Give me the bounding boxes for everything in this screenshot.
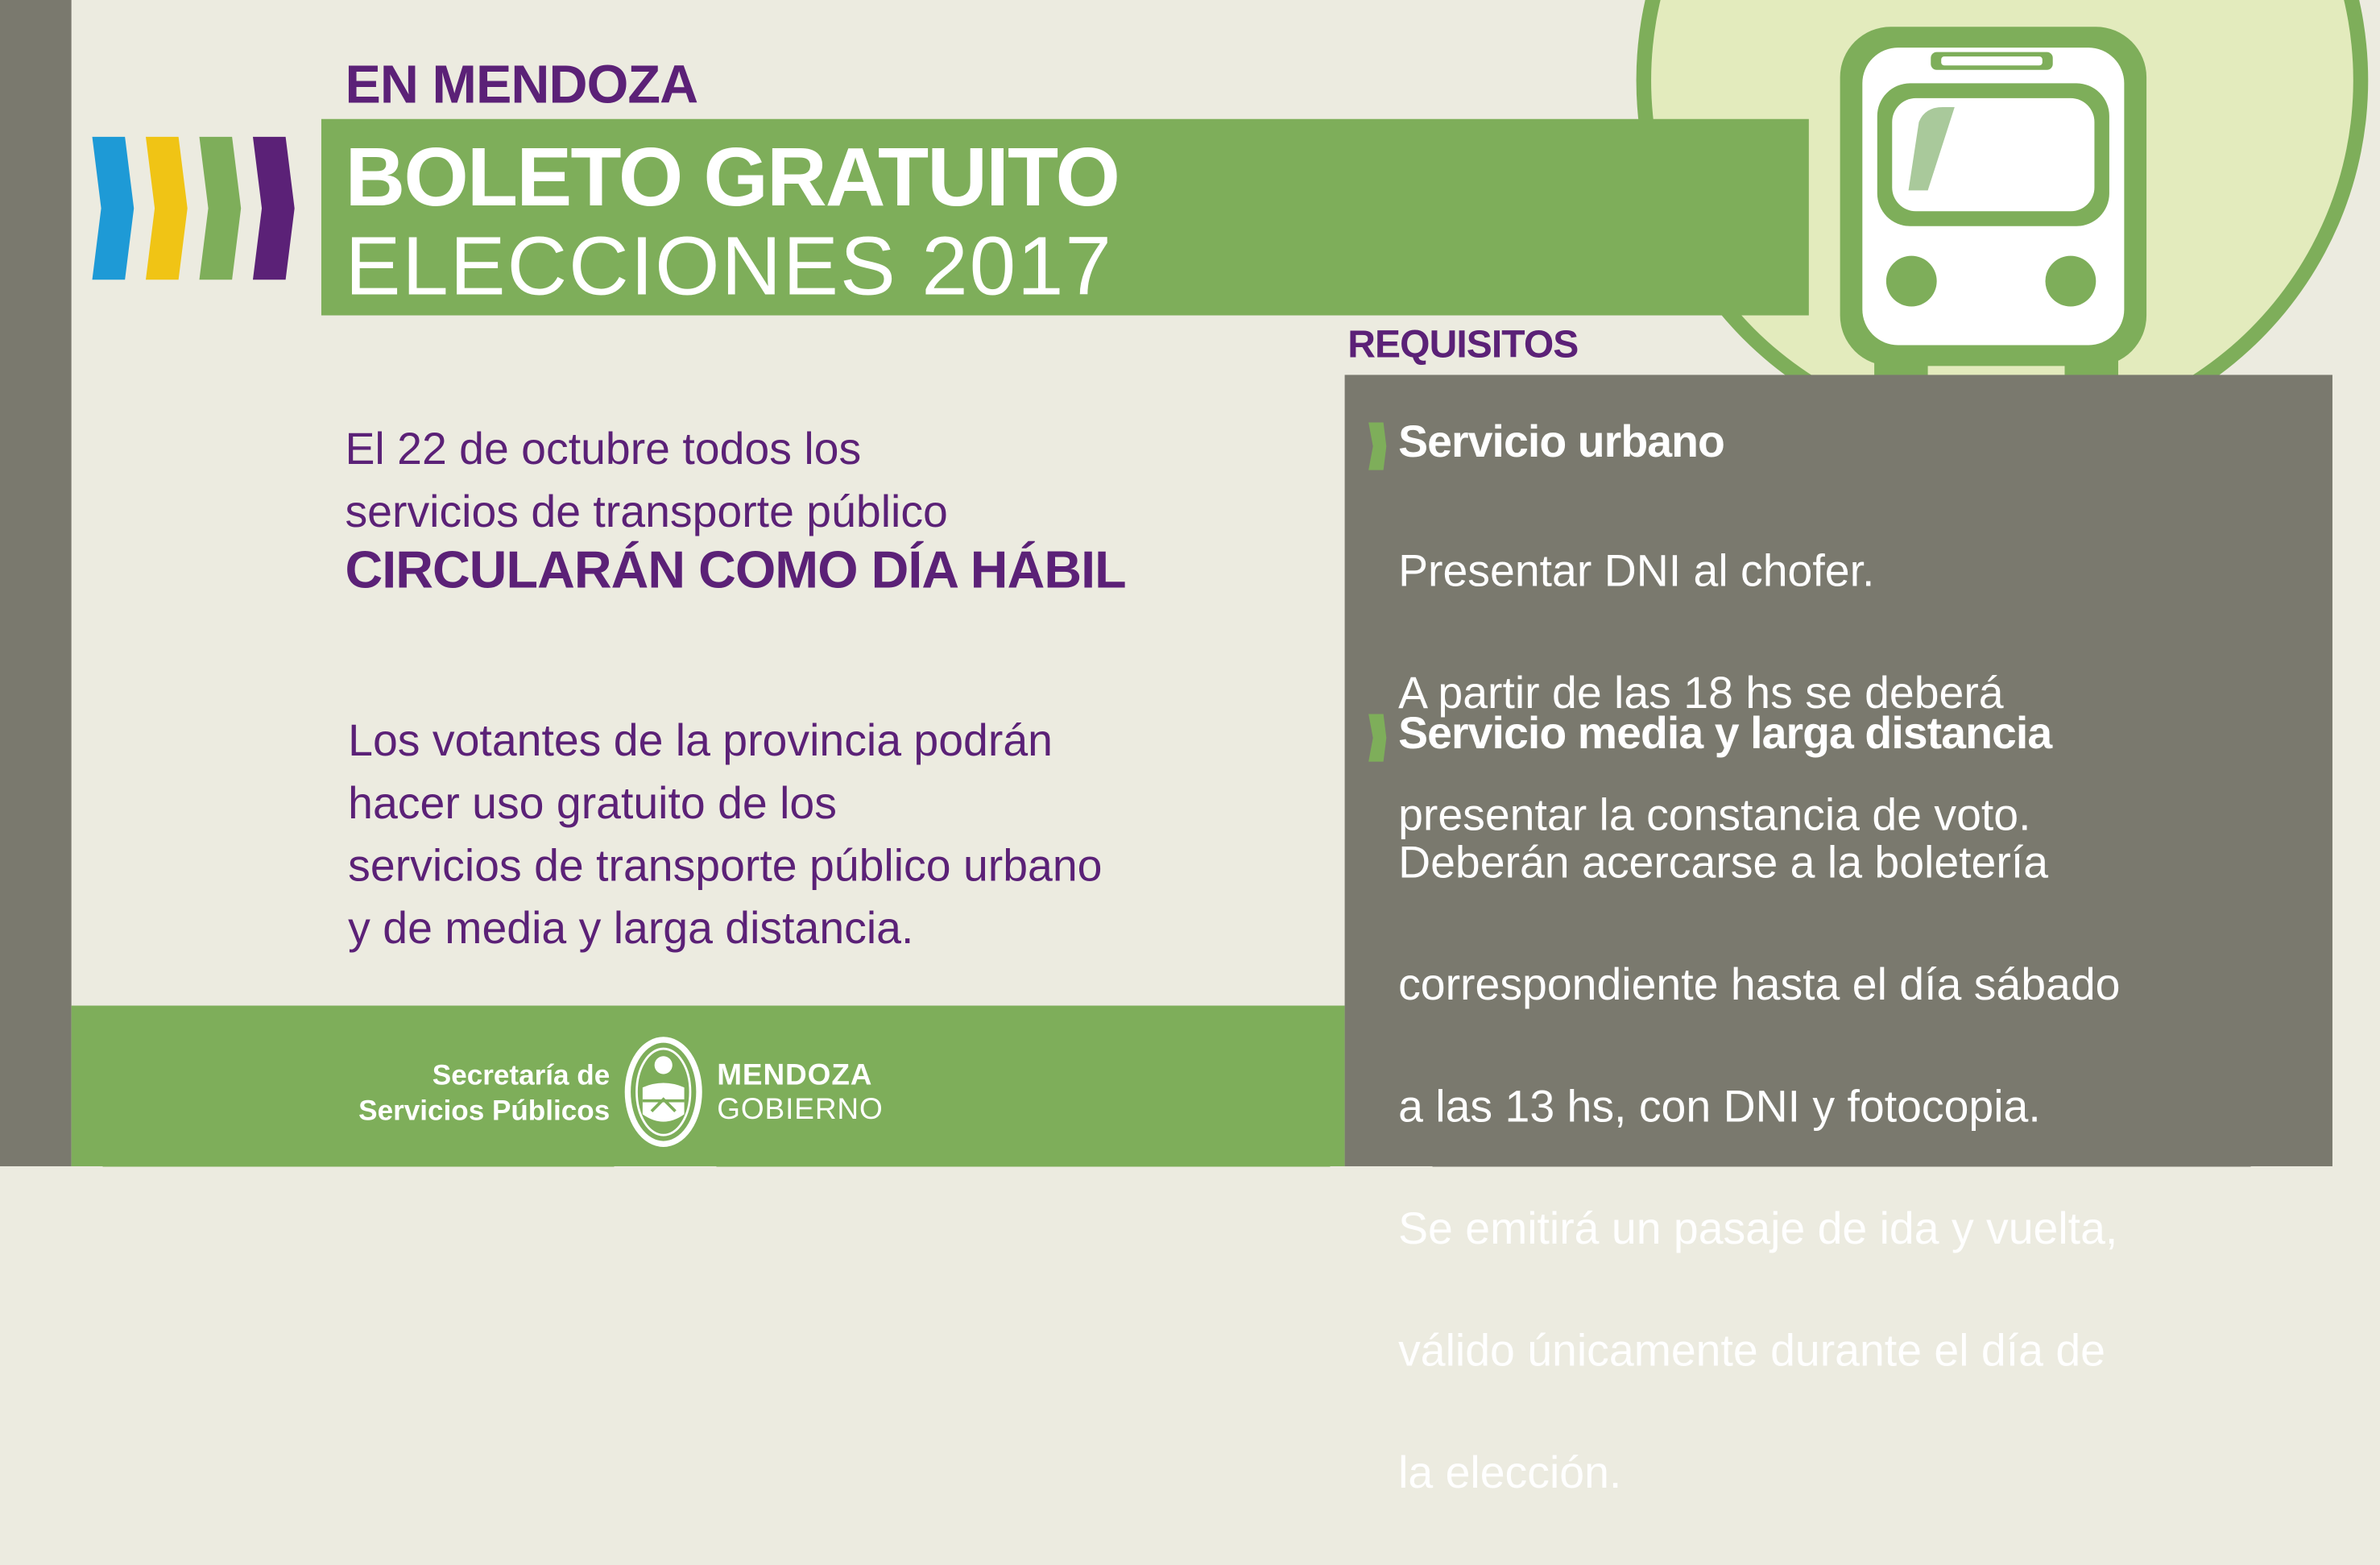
requirement-details xyxy=(1398,772,2120,1565)
requirement-title: Servicio media y larga distancia xyxy=(1398,709,2052,759)
voters-paragraph xyxy=(348,711,1102,961)
requirement-title: Servicio urbano xyxy=(1398,417,1724,467)
requirement-line: a las 13 hs, con DNI y fotocopia. xyxy=(1398,1083,2041,1132)
voters-line: servicios de transporte público urbano xyxy=(348,842,1103,892)
requirement-line: Deberán acercarse a la boletería xyxy=(1398,838,2049,888)
requirement-line: A partir de las 18 hs se deberá xyxy=(1398,669,2004,719)
voters-line: Los votantes de la provincia podrán xyxy=(348,717,1053,767)
intro-emphasis: CIRCULARÁN COMO DÍA HÁBIL xyxy=(345,541,1126,600)
secretaria-name xyxy=(325,1059,611,1131)
secretaria-line: Secretaría de xyxy=(432,1060,611,1092)
title-main: BOLETO GRATUITO xyxy=(345,129,1120,224)
chevron-stripes xyxy=(89,137,304,279)
secretaria-line: Servicios Públicos xyxy=(358,1096,611,1128)
title-sub: ELECCIONES 2017 xyxy=(345,218,1113,313)
chevron-icon xyxy=(1365,714,1386,762)
voters-line: hacer uso gratuito de los xyxy=(348,779,837,829)
requirement-line: Se emitirá un pasaje de ida y vuelta, xyxy=(1398,1204,2118,1254)
chevron-icon xyxy=(93,137,295,279)
requirement-line: la elección. xyxy=(1398,1448,1622,1498)
intro-line: El 22 de octubre todos los xyxy=(345,425,862,475)
gobierno-subtitle: GOBIERNO xyxy=(717,1093,884,1127)
requirement-line: válido únicamente durante el día de xyxy=(1398,1327,2105,1377)
intro-paragraph xyxy=(345,420,947,544)
tagline: EN MENDOZA xyxy=(345,53,698,115)
coat-of-arms-icon xyxy=(622,1034,705,1150)
requirement-line: correspondiente hasta el día sábado xyxy=(1398,961,2121,1011)
bus-icon xyxy=(1840,27,2146,395)
requirement-line: presentar la constancia de voto. xyxy=(1398,791,2031,841)
footer-band xyxy=(72,1006,1345,1166)
intro-line: servicios de transporte público xyxy=(345,487,948,537)
voters-line: y de media y larga distancia. xyxy=(348,904,914,954)
left-gray-strip xyxy=(0,0,72,1166)
chevron-icon xyxy=(1365,423,1386,470)
requirements-heading: REQUISITOS xyxy=(1347,321,1579,366)
gobierno-name: MENDOZA xyxy=(717,1058,873,1092)
requirement-line: Presentar DNI al chofer. xyxy=(1398,547,1875,597)
